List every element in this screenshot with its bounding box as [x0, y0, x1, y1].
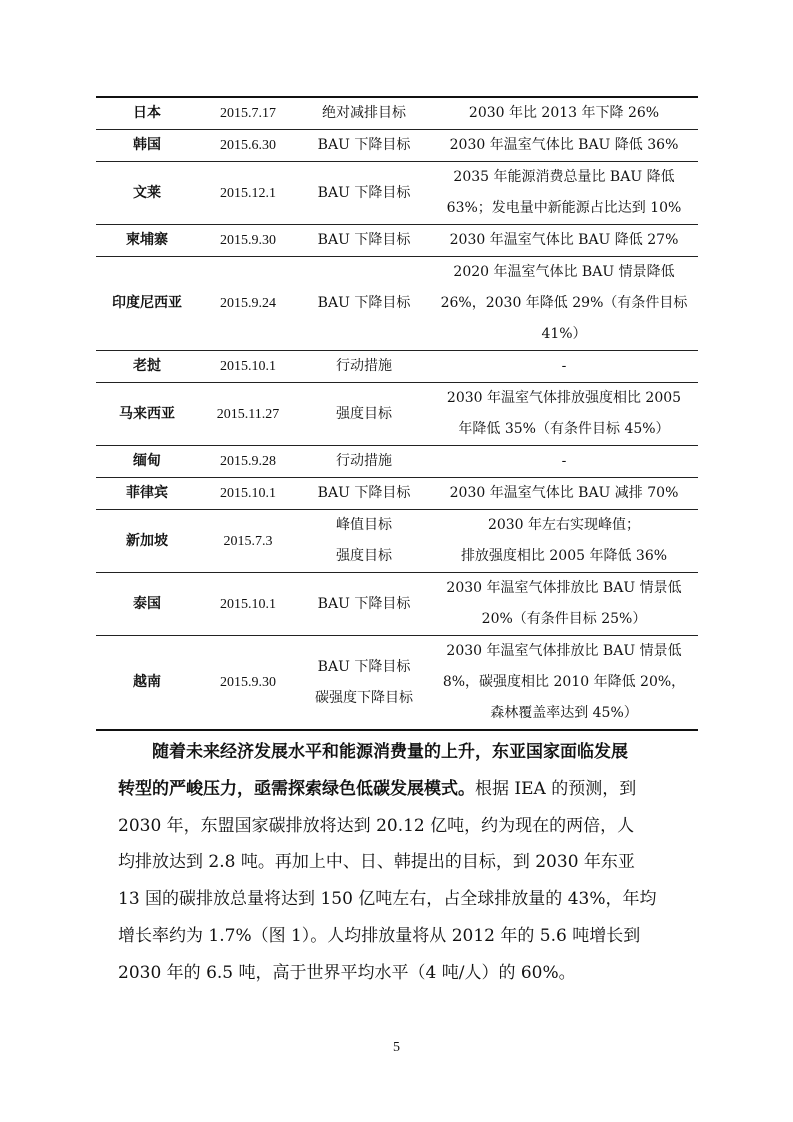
target-content-line: 2035 年能源消费总量比 BAU 降低 [453, 169, 675, 185]
target-type-line: 强度目标 [336, 405, 392, 422]
target-type-cell [298, 130, 430, 162]
date-cell: 2015.7.3 [223, 533, 273, 549]
target-type-cell [298, 383, 430, 446]
target-type-cell [298, 225, 430, 257]
target-content-line: 2030 年温室气体比 BAU 减排 70% [449, 485, 679, 501]
target-content-cell [430, 573, 698, 636]
country-cell: 文莱 [133, 184, 161, 201]
date-cell: 2015.9.30 [220, 233, 276, 248]
target-type-cell [298, 636, 430, 731]
paragraph-line-4: 均排放达到 2.8 吨。再加上中、日、韩提出的目标，到 2030 年东亚 [118, 852, 635, 873]
target-type-cell [298, 510, 430, 573]
table-row [96, 383, 698, 446]
target-content-line: 8%，碳强度相比 2010 年降低 20%， [442, 674, 686, 690]
target-type-cell [298, 573, 430, 636]
target-content-line: - [561, 358, 567, 374]
target-type-line: BAU 下降目标 [317, 184, 411, 201]
table-row [96, 351, 698, 383]
table-row [96, 573, 698, 636]
target-content-cell [430, 446, 698, 478]
date-cell: 2015.10.1 [220, 359, 276, 374]
target-type-line: 行动措施 [336, 358, 392, 374]
target-content-cell [430, 478, 698, 510]
body-text: 根据 IEA 的预测，到 [475, 778, 637, 799]
target-content-cell [430, 97, 698, 130]
country-cell: 新加坡 [126, 532, 168, 549]
target-content-cell [430, 383, 698, 446]
target-type-line: 行动措施 [336, 453, 392, 469]
country-cell: 印度尼西亚 [112, 295, 182, 311]
table-row [96, 130, 698, 162]
target-content-line: 63%；发电量中新能源占比达到 10% [446, 200, 682, 216]
target-type-line: BAU 下降目标 [317, 137, 411, 153]
body-paragraph [118, 734, 683, 992]
target-content-line: 2030 年温室气体比 BAU 降低 36% [449, 137, 679, 153]
target-content-line: 排放强度相比 2005 年降低 36% [460, 548, 668, 564]
target-content-cell [430, 257, 698, 351]
date-cell: 2015.9.24 [220, 296, 276, 311]
target-content-line: - [561, 453, 567, 469]
date-cell: 2015.6.30 [220, 138, 276, 153]
country-cell: 缅甸 [133, 453, 161, 469]
target-content-line: 26%，2030 年降低 29%（有条件目标 [440, 295, 688, 311]
target-type-line: BAU 下降目标 [317, 595, 411, 612]
target-content-cell [430, 225, 698, 257]
table-row [96, 636, 698, 731]
paragraph-line-2 [118, 771, 683, 808]
country-cell: 日本 [133, 105, 161, 121]
target-type-line: 碳强度下降目标 [315, 689, 413, 706]
target-content-line: 2020 年温室气体比 BAU 情景降低 [453, 264, 675, 280]
target-content-cell [430, 162, 698, 225]
target-content-cell [430, 510, 698, 573]
date-cell: 2015.11.27 [216, 406, 280, 422]
target-content-line: 2030 年比 2013 年下降 26% [468, 105, 660, 121]
bold-text: 转型的严峻压力，亟需探索绿色低碳发展模式。 [118, 778, 475, 799]
ndc-table-body [96, 97, 698, 730]
table-row [96, 257, 698, 351]
table-row [96, 97, 698, 130]
target-type-line: BAU 下降目标 [317, 658, 411, 675]
country-cell: 马来西亚 [119, 405, 175, 422]
target-content-cell [430, 351, 698, 383]
target-type-line: BAU 下降目标 [317, 295, 411, 311]
target-content-line: 森林覆盖率达到 45%） [490, 705, 638, 721]
target-content-line: 年降低 35%（有条件目标 45%） [458, 421, 670, 437]
table-row [96, 225, 698, 257]
target-content-line: 2030 年温室气体排放比 BAU 情景低 [446, 643, 682, 659]
date-cell: 2015.9.30 [220, 675, 276, 690]
table-row [96, 478, 698, 510]
target-content-cell [430, 636, 698, 731]
paragraph-line-5: 13 国的碳排放总量将达到 150 亿吨左右，占全球排放量的 43%，年均 [118, 889, 657, 910]
table-row [96, 446, 698, 478]
date-cell: 2015.7.17 [220, 106, 276, 121]
country-cell: 越南 [133, 674, 161, 690]
target-type-line: 绝对减排目标 [322, 105, 406, 121]
country-cell: 老挝 [133, 358, 161, 374]
page-number: 5 [393, 1040, 400, 1055]
target-type-line: 强度目标 [336, 548, 392, 564]
target-type-cell [298, 478, 430, 510]
bold-text: 随着未来经济发展水平和能源消费量的上升，东亚国家面临发展 [152, 742, 628, 762]
target-type-cell [298, 446, 430, 478]
ndc-table [96, 96, 698, 731]
table-row [96, 510, 698, 573]
paragraph-line-6: 增长率约为 1.7%（图 1）。人均排放量将从 2012 年的 5.6 吨增长到 [118, 925, 641, 946]
country-cell: 韩国 [133, 137, 161, 153]
date-cell: 2015.10.1 [220, 596, 276, 612]
date-cell: 2015.12.1 [220, 185, 276, 201]
target-content-line: 2030 年温室气体排放强度相比 2005 [446, 390, 682, 406]
paragraph-line-7: 2030 年的 6.5 吨，高于世界平均水平（4 吨/人）的 60%。 [118, 962, 576, 983]
country-cell: 柬埔寨 [126, 232, 168, 248]
target-type-cell [298, 351, 430, 383]
table-row [96, 162, 698, 225]
target-type-line: BAU 下降目标 [317, 485, 411, 501]
target-type-line: BAU 下降目标 [317, 232, 411, 248]
target-content-cell [430, 130, 698, 162]
target-content-line: 2030 年温室气体比 BAU 降低 27% [449, 232, 679, 248]
date-cell: 2015.9.28 [220, 454, 276, 469]
paragraph-line-3: 2030 年，东盟国家碳排放将达到 20.12 亿吨，约为现在的两倍，人 [118, 815, 635, 836]
target-type-line: 峰值目标 [336, 517, 392, 533]
target-content-line: 41%） [541, 326, 587, 342]
country-cell: 菲律宾 [126, 485, 168, 501]
paragraph-line-1 [118, 734, 683, 771]
country-cell: 泰国 [133, 595, 161, 612]
date-cell: 2015.10.1 [220, 486, 276, 501]
target-content-line: 2030 年温室气体排放比 BAU 情景低 [446, 580, 682, 596]
target-type-cell [298, 257, 430, 351]
target-type-cell [298, 162, 430, 225]
target-content-line: 2030 年左右实现峰值； [487, 517, 641, 533]
target-content-line: 20%（有条件目标 25%） [481, 611, 647, 627]
target-type-cell [298, 97, 430, 130]
